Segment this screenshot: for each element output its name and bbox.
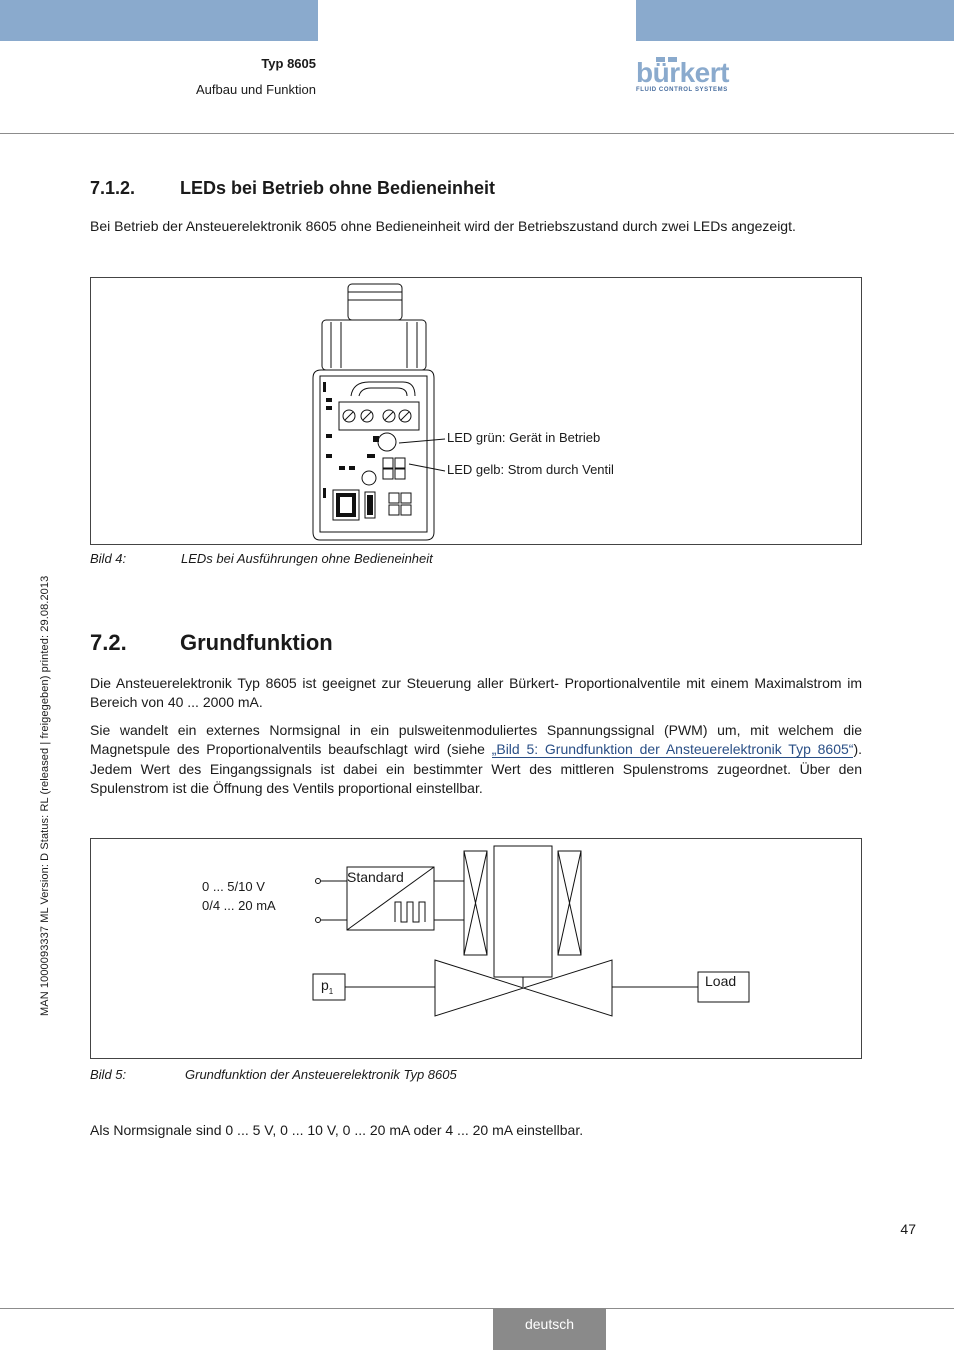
p1-label	[321, 977, 333, 996]
figure-4-caption-text: LEDs bei Ausführungen ohne Bedieneinheit	[181, 551, 433, 566]
language-tab: deutsch	[493, 1308, 606, 1350]
header-subtitle: Aufbau und Funktion	[196, 82, 316, 97]
input-range-current: 0/4 ... 20 mA	[202, 898, 276, 913]
document-metadata-sidebar: MAN 1000093337 ML Version: D Status: RL (released | freigegeben) printed: 29.08.2013	[39, 575, 51, 1016]
paragraph-text: ). Jedem Wert des Eingangssignals ist dabei ein bestimmter Wert des mittleren Spulenstroms zugeordnet. Über den Spulenstrom ist die Öffnung des Ventils proportional einstellbar.	[90, 741, 862, 797]
figure-5-caption-text: Grundfunktion der Ansteuerelektronik Typ 8605	[185, 1067, 457, 1082]
figure-5-link[interactable]: „Bild 5: Grundfunktion der Ansteuerelektronik Typ 8605“	[491, 741, 854, 758]
section-heading-72	[90, 630, 333, 656]
section-number: 7.2.	[90, 630, 127, 655]
figure-5	[90, 838, 862, 1059]
paragraph-text: Sie wandelt ein externes Normsignal in ein pulsweitenmoduliertes Spannungssignal (PWM) um, mit welchem die Magnetspule des Proportionalventils beaufschlagt wird (siehe	[90, 722, 862, 758]
paragraph-leds: Bei Betrieb der Ansteuerelektronik 8605 ohne Bedieneinheit wird der Betriebszustand durch zwei LEDs angezeigt.	[90, 218, 796, 234]
p1-subscript: 1	[328, 986, 334, 996]
header-band-left	[0, 0, 318, 41]
paragraph-grundfunktion-1: Die Ansteuerelektronik Typ 8605 ist geeignet zur Steuerung aller Bürkert- Proportionalventile mit einem Maximalstrom im Bereich von 40 ... 2000 mA.	[90, 675, 862, 711]
header-band-right	[636, 0, 954, 41]
led-green-label: LED grün: Gerät in Betrieb	[447, 430, 601, 445]
input-range-voltage: 0 ... 5/10 V	[202, 879, 265, 894]
p1-main: p	[321, 977, 329, 993]
logo-tagline: FLUID CONTROL SYSTEMS	[636, 87, 728, 93]
standard-block-label: Standard	[347, 869, 404, 885]
section-title: LEDs bei Betrieb ohne Bedieneinheit	[180, 178, 496, 198]
device-drawing	[91, 278, 863, 546]
load-label: Load	[705, 973, 737, 989]
figure-4-caption-label: Bild 4:	[90, 551, 127, 566]
function-diagram	[91, 839, 863, 1060]
paragraph-normsignale: Als Normsignale sind 0 ... 5 V, 0 ... 10 V, 0 ... 20 mA oder 4 ... 20 mA einstellbar.	[90, 1122, 584, 1138]
section-number: 7.1.2.	[90, 178, 136, 198]
burkert-logo	[636, 57, 736, 97]
header-title: Typ 8605	[261, 56, 316, 71]
figure-4	[90, 277, 862, 545]
page-number: 47	[900, 1221, 916, 1237]
footer-rule	[0, 1308, 954, 1309]
figure-5-caption-label: Bild 5:	[90, 1067, 127, 1082]
section-heading-712	[90, 178, 495, 199]
section-title: Grundfunktion	[180, 630, 333, 655]
logo-wordmark: bürkert	[636, 57, 729, 88]
led-yellow-label: LED gelb: Strom durch Ventil	[447, 462, 614, 477]
header-rule	[0, 133, 954, 134]
paragraph-grundfunktion-2	[90, 721, 862, 799]
